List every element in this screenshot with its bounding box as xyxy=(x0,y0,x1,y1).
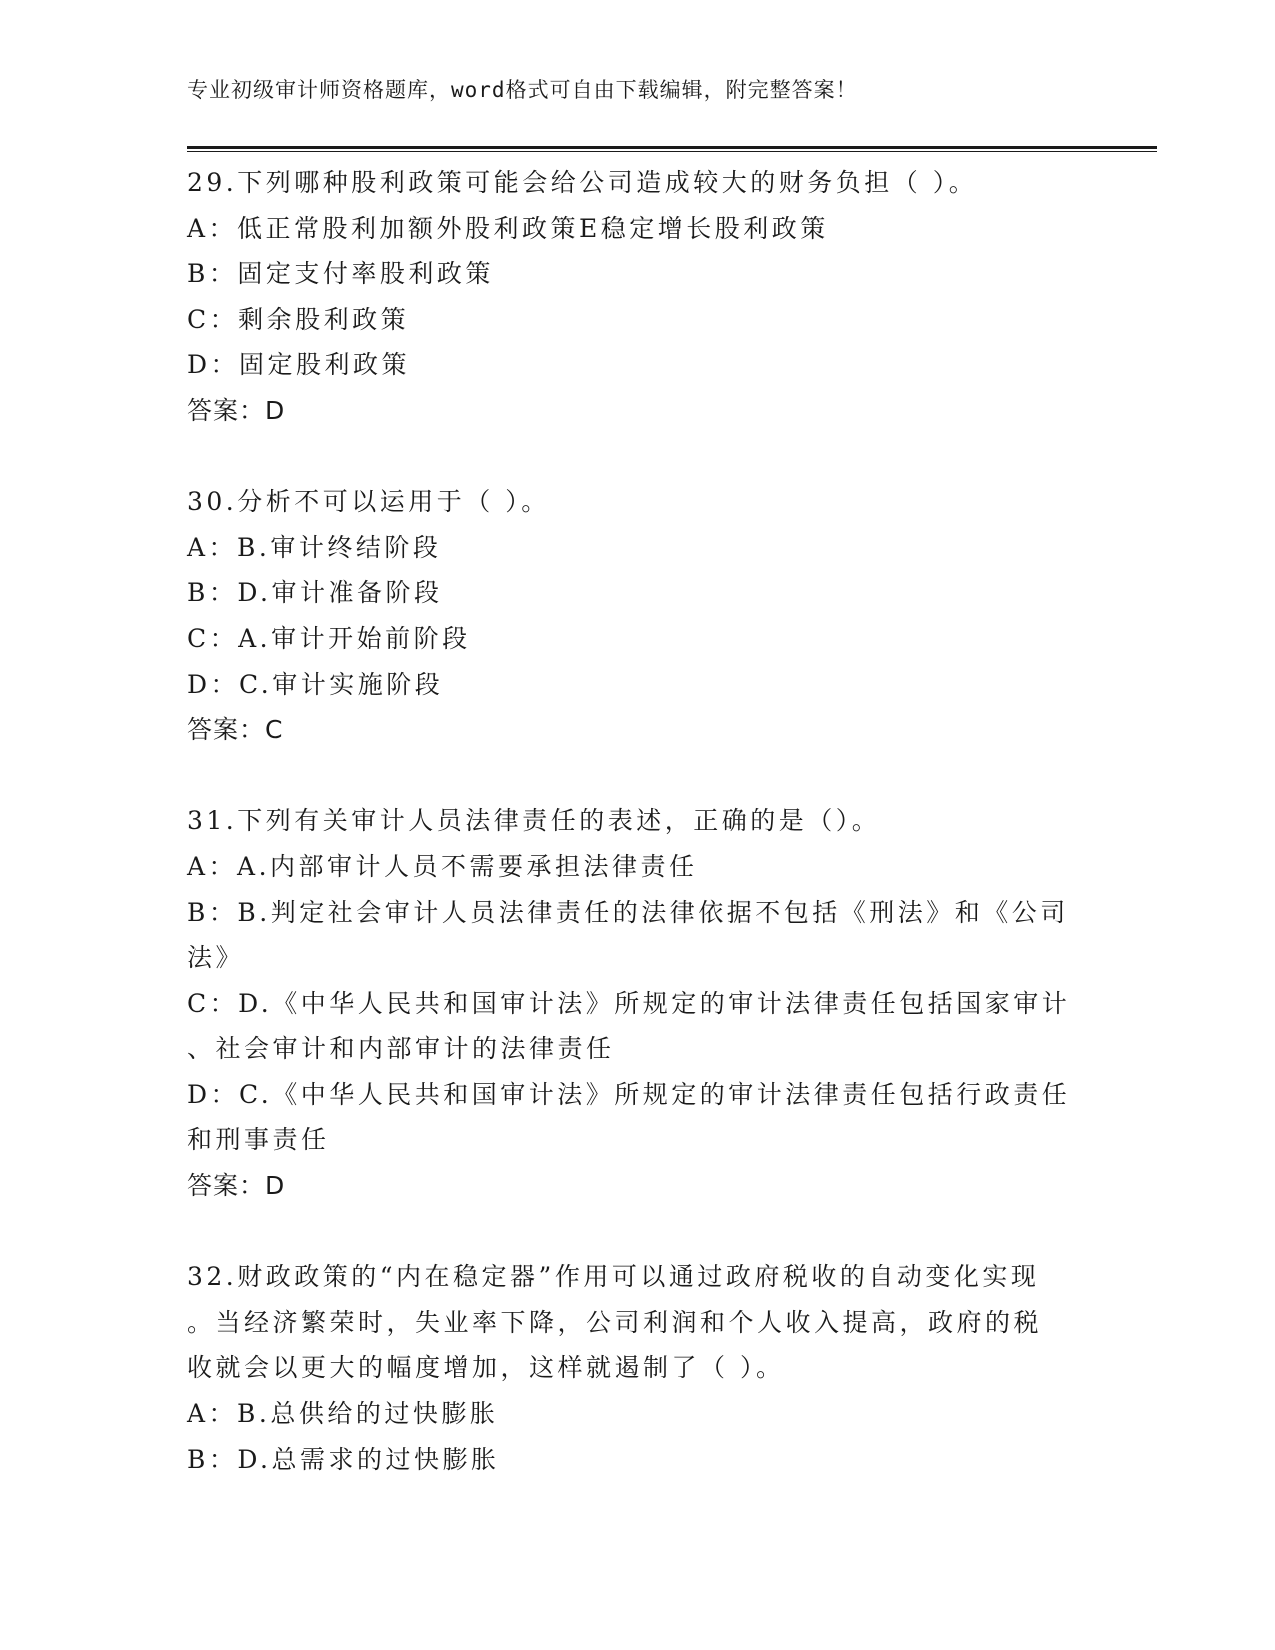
answer-line: 答案：D xyxy=(187,1171,286,1201)
option-line: 法》 xyxy=(187,943,245,973)
question-stem: 29.下列哪种股利政策可能会给公司造成较大的财务负担（ ）。 xyxy=(187,168,978,197)
question-stem: 。当经济繁荣时，失业率下降，公司利润和个人收入提高，政府的税 xyxy=(187,1307,1043,1337)
question-stem: 32.财政政策的“内在稳定器”作用可以通过政府税收的自动变化实现 xyxy=(187,1262,1040,1292)
question-stem: 收就会以更大的幅度增加，这样就遏制了（ ）。 xyxy=(187,1353,785,1383)
option-line: 和刑事责任 xyxy=(187,1125,330,1155)
question-block xyxy=(187,479,1087,753)
question-block xyxy=(187,1254,1087,1482)
option-line: B：D.总需求的过快膨胀 xyxy=(187,1444,500,1474)
option-line: A：低正常股利加额外股利政策E稳定增长股利政策 xyxy=(187,213,829,243)
option-line: D：C.《中华人民共和国审计法》所规定的审计法律责任包括行政责任 xyxy=(187,1079,1071,1109)
option-line: D：C.审计实施阶段 xyxy=(187,669,444,699)
question-list xyxy=(187,160,1087,1482)
option-line: B：D.审计准备阶段 xyxy=(187,578,443,608)
question-spacer xyxy=(187,1209,1087,1255)
option-line: B：B.判定社会审计人员法律责任的法律依据不包括《刑法》和《公司 xyxy=(187,897,1069,927)
header-rule xyxy=(187,146,1157,149)
option-line: C：剩余股利政策 xyxy=(187,304,410,334)
option-line: A：B.总供给的过快膨胀 xyxy=(187,1399,499,1429)
document-header: 专业初级审计师资格题库，word格式可自由下载编辑，附完整答案！ xyxy=(187,78,858,102)
option-line: C：D.《中华人民共和国审计法》所规定的审计法律责任包括国家审计 xyxy=(187,988,1071,1018)
option-line: A：A.内部审计人员不需要承担法律责任 xyxy=(187,851,698,881)
answer-line: 答案：C xyxy=(187,715,284,745)
option-line: D：固定股利政策 xyxy=(187,350,411,380)
option-line: 、社会审计和内部审计的法律责任 xyxy=(187,1034,615,1064)
option-line: C：A.审计开始前阶段 xyxy=(187,623,471,653)
option-line: B：固定支付率股利政策 xyxy=(187,259,494,289)
question-spacer xyxy=(187,434,1087,480)
question-block xyxy=(187,160,1087,434)
question-spacer xyxy=(187,753,1087,799)
header-rule-thin xyxy=(187,151,1157,152)
question-block xyxy=(187,798,1087,1208)
answer-line: 答案：D xyxy=(187,395,286,425)
question-stem: 30.分析不可以运用于（ ）。 xyxy=(187,487,550,517)
question-stem: 31.下列有关审计人员法律责任的表述，正确的是（）。 xyxy=(187,806,881,836)
option-line: A：B.审计终结阶段 xyxy=(187,532,442,562)
